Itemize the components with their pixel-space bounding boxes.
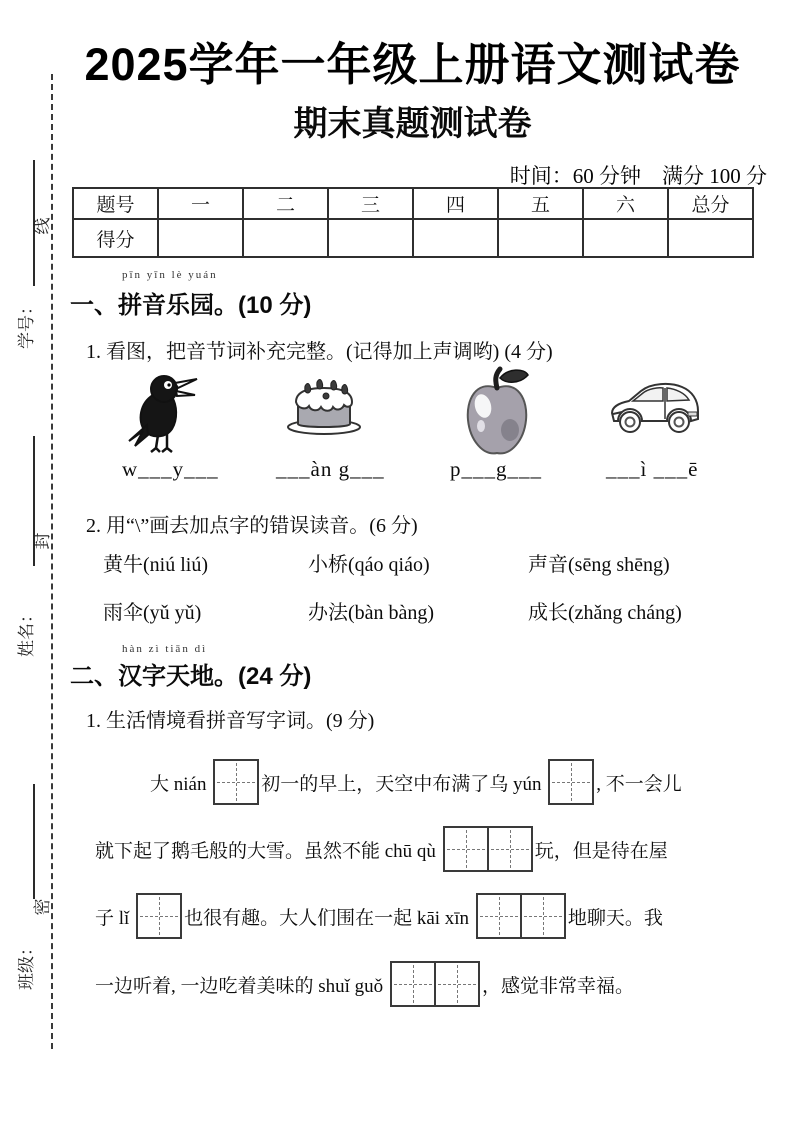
syllable-answer: p___g___ [450, 457, 542, 481]
word-item: 成长(zhǎng cháng) [528, 602, 682, 624]
score-table [72, 187, 754, 258]
page-title: 2025学年一年级上册语文测试卷 [84, 39, 741, 90]
seal-char-feng: 封 [33, 532, 52, 550]
score-table-header-cell: 六 [583, 188, 668, 219]
word-item: 小桥(qáo qiáo) [308, 554, 430, 576]
question-1-1: 1. 看图，把音节词补充完整。(记得加上声调哟) (4 分) [86, 341, 553, 363]
writing-box [476, 893, 566, 939]
paragraph-text: 一边听着, 一边吃着美味的 shuǐ guǒ [95, 975, 388, 997]
exam-subtitle: 期末真题测试卷 [293, 106, 532, 143]
crow-image [126, 372, 200, 461]
section-1-pinyin: pīn yīn lè yuán [122, 269, 218, 281]
writing-box-cell [390, 961, 436, 1007]
writing-box [443, 826, 533, 872]
word-item: 黄牛(niú liú) [103, 554, 208, 576]
section-2-heading: 二、汉字天地。(24 分) [70, 663, 312, 690]
writing-box-cell [443, 826, 489, 872]
paragraph-line [95, 820, 773, 878]
word-row [103, 548, 773, 577]
seal-char-xian: 线 [33, 217, 52, 235]
question-1-2: 2. 用“\”画去加点字的错误读音。(6 分) [86, 515, 418, 537]
class-field [12, 784, 37, 990]
paragraph-line [95, 887, 773, 945]
paragraph-text: 就下起了鹅毛般的大雪。虽然不能 chū qù [95, 840, 441, 862]
paragraph-line [150, 753, 773, 811]
score-table-header-cell: 一 [158, 188, 243, 219]
score-empty-cell [498, 219, 583, 257]
writing-box-cell [476, 893, 522, 939]
score-table-label-cell: 题号 [73, 188, 158, 219]
score-empty-cell [158, 219, 243, 257]
word-item: 声音(sēng shēng) [528, 554, 670, 576]
apple-image [458, 366, 536, 465]
writing-box [390, 961, 480, 1007]
class-label: 班级： [17, 939, 36, 990]
writing-box-cell [436, 961, 480, 1007]
writing-box-cell [489, 826, 533, 872]
paragraph-text: 大 nián [150, 773, 212, 795]
cake-image [284, 374, 364, 441]
paragraph-text: 初一的早上，天空中布满了乌 yún [261, 773, 547, 795]
writing-box-cell [136, 893, 182, 939]
exam-time-score-info: 时间：60 分钟 满分 100 分 [509, 164, 767, 188]
syllable-answer: ___ì ___ē [606, 457, 699, 481]
writing-box-cell [548, 759, 594, 805]
paragraph-text: ，感觉非常幸福。 [481, 975, 634, 997]
syllable-answers-row [0, 457, 793, 487]
score-empty-cell [583, 219, 668, 257]
score-table-header-cell: 总分 [668, 188, 753, 219]
word-row [103, 596, 773, 625]
paragraph-text: 子 lǐ [95, 907, 135, 929]
score-empty-cell [668, 219, 753, 257]
section-2-pinyin: hàn zì tiān dì [122, 643, 208, 655]
paragraph-text: 玩，但是待在屋 [534, 840, 668, 862]
paragraph-text: 也很有趣。大人们围在一起 kāi xīn [184, 907, 474, 929]
score-empty-cell [413, 219, 498, 257]
writing-box-cell [213, 759, 259, 805]
score-row-label-cell: 得分 [73, 219, 158, 257]
car-image [606, 374, 702, 445]
syllable-answer: ___àn g___ [276, 457, 385, 481]
question-2-1: 1. 生活情境看拼音写字词。(9 分) [86, 710, 375, 732]
class-blank [32, 784, 35, 899]
writing-box-cell [522, 893, 566, 939]
section-1-heading: 一、拼音乐园。(10 分) [70, 292, 312, 319]
word-item: 办法(bàn bàng) [308, 602, 435, 624]
student-id-field [12, 160, 37, 349]
score-empty-cell [243, 219, 328, 257]
seal-char-mi: 密 [33, 898, 52, 916]
writing-box [136, 893, 182, 939]
score-table-header-cell: 二 [243, 188, 328, 219]
score-table-header-cell: 四 [413, 188, 498, 219]
paragraph-line [95, 955, 773, 1013]
score-empty-cell [328, 219, 413, 257]
word-item: 雨伞(yǔ yǔ) [103, 602, 202, 624]
writing-box [213, 759, 259, 805]
syllable-answer: w___y___ [122, 457, 219, 481]
score-table-header-cell: 五 [498, 188, 583, 219]
student-id-label: 学号： [17, 298, 36, 349]
paragraph-text: , 不一会儿 [596, 773, 682, 795]
paragraph-text: 地聊天。我 [567, 907, 663, 929]
name-label: 姓名： [17, 606, 36, 657]
score-table-header-cell: 三 [328, 188, 413, 219]
writing-box [548, 759, 594, 805]
